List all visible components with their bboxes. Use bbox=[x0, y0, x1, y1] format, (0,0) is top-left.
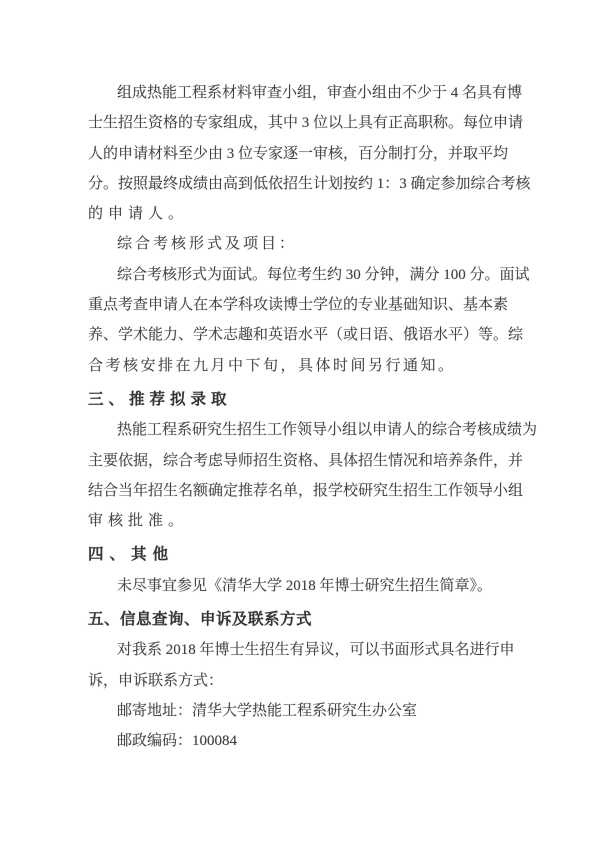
text-line: 综合考核形式及项目： bbox=[117, 236, 298, 253]
paragraph bbox=[88, 571, 520, 601]
text-line: 未尽事宜参见《清华大学 2018 年博士研究生招生简章》。 bbox=[117, 577, 493, 594]
text-line: 热能工程系研究生招生工作领导小组以申请人的综合考核成绩为 bbox=[117, 422, 538, 439]
text-line: 结合当年招生名额确定推荐名单，报学校研究生招生工作领导小组 bbox=[88, 482, 524, 499]
text-line: 士生招生资格的专家组成，其中 3 位以上具有正高职称。每位申请 bbox=[88, 115, 524, 132]
text-line: 邮寄地址：清华大学热能工程系研究生办公室 bbox=[117, 702, 418, 719]
paragraph bbox=[88, 415, 538, 536]
text-line: 分。按照最终成绩由高到低依招生计划按约 1：3 确定参加综合考核 bbox=[88, 175, 531, 192]
section-heading: 四、其他 bbox=[88, 546, 175, 564]
paragraph bbox=[88, 260, 530, 381]
text-line: 审核批准。 bbox=[88, 513, 189, 530]
text-line: 重点考查申请人在本学科攻读博士学位的专业基础知识、基本素 bbox=[88, 297, 509, 314]
text-line: 的申请人。 bbox=[88, 206, 189, 223]
text-line: 人的申请材料至少由 3 位专家逐一审核，百分制打分，并取平均 bbox=[88, 145, 509, 162]
text-line: 邮政编码：100084 bbox=[117, 733, 238, 750]
section-heading: 五、信息查询、申诉及联系方式 bbox=[88, 611, 313, 629]
section-heading: 三、推荐拟录取 bbox=[88, 390, 232, 408]
text-line: 诉，申诉联系方式： bbox=[88, 672, 224, 689]
paragraph bbox=[88, 696, 520, 726]
text-line: 综合考核形式为面试。每位考生约 30 分钟，满分 100 分。面试 bbox=[117, 266, 530, 283]
text-line: 主要依据，综合考虑导师招生资格、具体招生情况和培养条件，并 bbox=[88, 452, 524, 469]
text-line: 合考核安排在九月中下旬，具体时间另行通知。 bbox=[88, 357, 456, 374]
paragraph bbox=[88, 635, 520, 696]
document-body bbox=[88, 78, 538, 757]
text-line: 养、学术能力、学术志趣和英语水平（或日语、俄语水平）等。综 bbox=[88, 327, 524, 344]
paragraph bbox=[88, 229, 520, 259]
text-line: 对我系 2018 年博士生招生有异议，可以书面形式具名进行申 bbox=[117, 642, 515, 659]
text-line: 组成热能工程系材料审查小组，审查小组由不少于 4 名具有博 bbox=[117, 85, 523, 101]
paragraph bbox=[88, 726, 520, 756]
paragraph bbox=[88, 78, 531, 229]
